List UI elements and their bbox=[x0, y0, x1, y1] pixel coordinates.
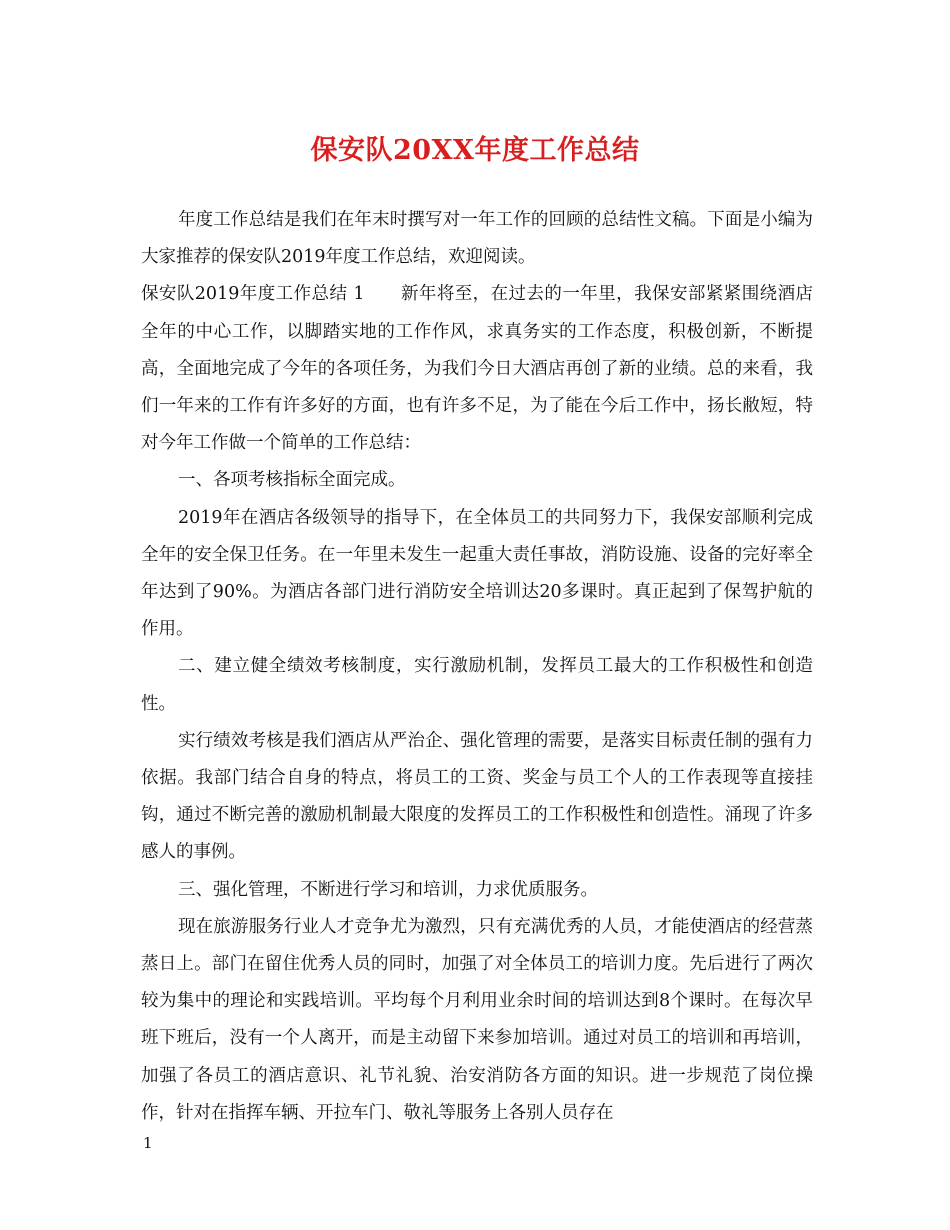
document-body bbox=[141, 202, 813, 1132]
section-paragraph bbox=[141, 276, 813, 462]
point1-heading: 一、各项考核指标全面完成。 bbox=[178, 470, 406, 491]
document-title: 保安队20XX年度工作总结 bbox=[310, 135, 640, 166]
section-intro: 新年将至，在过去的一年里，我保安部紧紧围绕酒店全年的中心工作，以脚踏实地的工作作风，求真务实的工作态度，积极创新，不断提高，全面地完成了今年的各项任务，为我们今日大酒店再创了新的业绩。总的来看，我们一年来的工作有许多好的方面，也有许多不足，为了能在今后工作中，扬长敝短，特对今年工作做一个简单的工作总结： bbox=[141, 284, 814, 454]
page-number: 1 bbox=[143, 1134, 153, 1152]
point1-body: 2019年在酒店各级领导的指导下，在全体员工的共同努力下，我保安部顺利完成全年的安全保卫任务。在一年里未发生一起重大责任事故，消防设施、设备的完好率全年达到了90%。为酒店各部门进行消防安全培训达20多课时。真正起到了保驾护航的作用。 bbox=[141, 507, 813, 640]
point2-heading: 二、建立健全绩效考核制度，实行激励机制，发挥员工最大的工作积极性和创造性。 bbox=[141, 656, 813, 714]
point2-body: 实行绩效考核是我们酒店从严治企、强化管理的需要，是落实目标责任制的强有力依据。我部门结合自身的特点，将员工的工资、奖金与员工个人的工作表现等直接挂钩，通过不断完善的激励机制最大限度的发挥员工的工作积极性和创造性。涌现了许多感人的事例。 bbox=[141, 730, 813, 863]
section-heading: 保安队2019年度工作总结 1 bbox=[141, 284, 365, 305]
point3-heading: 三、强化管理，不断进行学习和培训，力求优质服务。 bbox=[178, 879, 598, 900]
point3-body: 现在旅游服务行业人才竞争尤为激烈，只有充满优秀的人员，才能使酒店的经营蒸蒸日上。部门在留住优秀人员的同时，加强了对全体员工的培训力度。先后进行了两次较为集中的理论和实践培训。平均每个月利用业余时间的培训达到8个课时。在每次早班下班后，没有一个人离开，而是主动留下来参加培训。通过对员工的培训和再培训，加强了各员工的酒店意识、礼节礼貌、治安消防各方面的知识。进一步规范了岗位操作，针对在指挥车辆、开拉车门、敬礼等服务上各别人员存在 bbox=[141, 916, 813, 1123]
intro-paragraph: 年度工作总结是我们在年末时撰写对一年工作的回顾的总结性文稿。下面是小编为大家推荐的保安队2019年度工作总结，欢迎阅读。 bbox=[141, 210, 813, 268]
